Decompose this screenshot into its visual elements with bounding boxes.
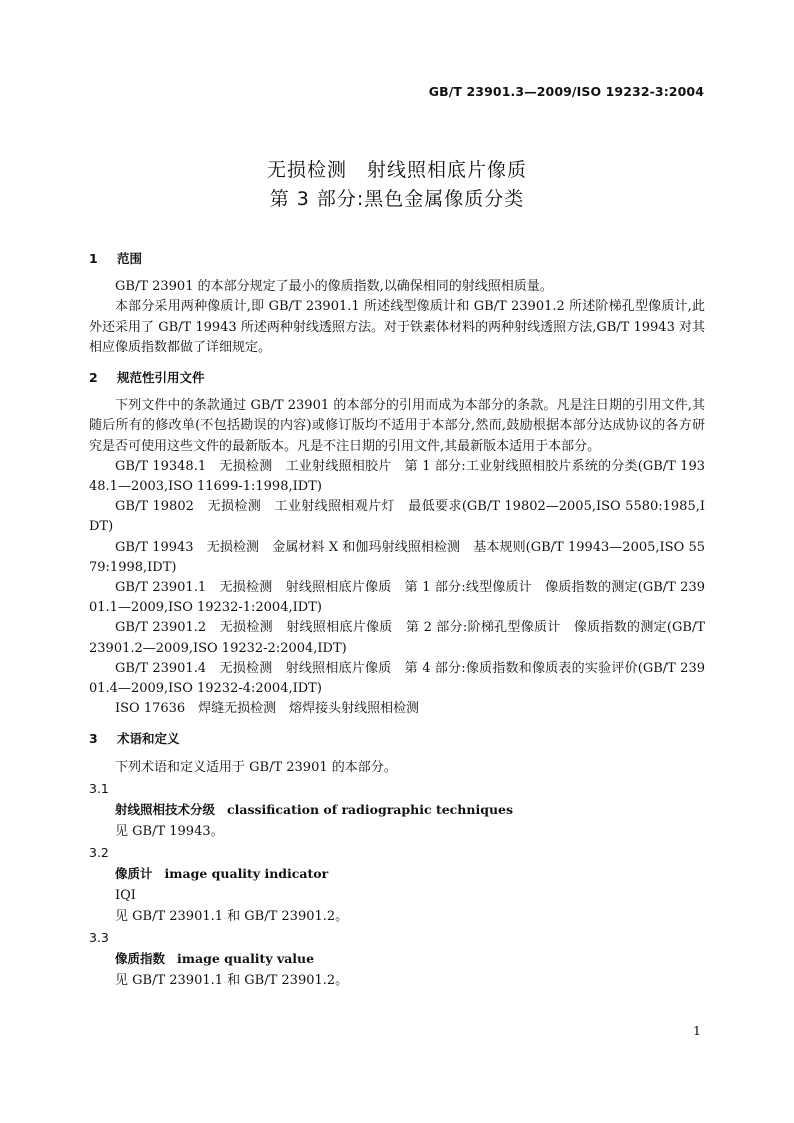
section-title: 规范性引用文件 — [117, 370, 205, 386]
term-definition: 见 GB/T 23901.1 和 GB/T 23901.2。 — [115, 972, 349, 988]
reference-item: GB/T 23901.4 无损检测 射线照相底片像质 第 4 部分:像质指数和像质表的实验评价(GB/T 23901.4—2009,ISO 19232-4:2004,IDT) — [89, 660, 705, 697]
reference-item: GB/T 23901.2 无损检测 射线照相底片像质 第 2 部分:阶梯孔型像质计 像质指数的测定(GB/T 23901.2—2009,ISO 19232-2:2004,IDT) — [89, 620, 705, 656]
term-number: 3.1 — [89, 780, 109, 796]
document-body — [89, 247, 705, 991]
reference-item: ISO 17636 焊缝无损检测 熔焊接头射线照相检测 — [115, 701, 420, 717]
term-chinese: 像质指数 — [115, 950, 166, 966]
document-title-line2: 第 3 部分:黑色金属像质分类 — [269, 188, 525, 210]
term-definition: 见 GB/T 19943。 — [115, 823, 224, 839]
reference-item: GB/T 19802 无损检测 工业射线照相观片灯 最低要求(GB/T 19802—2005,ISO 5580:1985,IDT) — [89, 499, 705, 535]
standard-code: GB/T 23901.3—2009/ISO 19232-3:2004 — [428, 84, 704, 99]
paragraph: 下列文件中的条款通过 GB/T 23901 的本部分的引用而成为本部分的条款。凡是注日期的引用文件,其随后所有的修改单(不包括勘误的内容)或修订版均不适用于本部分,然而,鼓励根据本部分达成协议的各方研究是否可使用这些文件的最新版本。凡是不注日期的引用文件,其最新版本适用于本部分。 — [89, 398, 705, 454]
term-english: image quality value — [177, 950, 315, 966]
term-definition: 见 GB/T 23901.1 和 GB/T 23901.2。 — [115, 908, 349, 924]
paragraph: 本部分采用两种像质计,即 GB/T 23901.1 所述线型像质计和 GB/T 23901.2 所述阶梯孔型像质计,此外还采用了 GB/T 19943 所述两种射线透照方法。对于铁素体材料的两种射线透照方法,GB/T 19943 对其相应像质指数都做了详细规定。 — [89, 299, 705, 355]
section-title: 术语和定义 — [117, 731, 180, 747]
term-english: classification of radiographic techniques — [227, 801, 514, 817]
term-chinese: 射线照相技术分级 — [115, 801, 216, 817]
page-number: 1 — [693, 1023, 701, 1038]
section-number: 3 — [89, 731, 98, 747]
section-2-heading — [89, 368, 705, 388]
section-number: 1 — [89, 251, 98, 266]
section-1-heading — [89, 249, 705, 269]
reference-item: GB/T 19348.1 无损检测 工业射线照相胶片 第 1 部分:工业射线照相胶片系统的分类(GB/T 19348.1—2003,ISO 11699-1:1998,IDT) — [89, 458, 705, 495]
section-title: 范围 — [117, 251, 143, 266]
document-title-line1: 无损检测 射线照相底片像质 — [266, 159, 527, 181]
term-number: 3.3 — [89, 929, 109, 945]
reference-item: GB/T 23901.1 无损检测 射线照相底片像质 第 1 部分:线型像质计 像质指数的测定(GB/T 23901.1—2009,ISO 19232-1:2004,IDT) — [89, 580, 705, 616]
term-abbreviation: IQI — [115, 887, 136, 903]
term-entry — [89, 863, 705, 885]
section-3-heading — [89, 729, 705, 749]
paragraph: 下列术语和定义适用于 GB/T 23901 的本部分。 — [115, 759, 397, 775]
term-chinese: 像质计 — [115, 865, 153, 881]
term-entry — [89, 799, 705, 821]
paragraph: GB/T 23901 的本部分规定了最小的像质指数,以确保相同的射线照相质量。 — [115, 279, 553, 295]
section-number: 2 — [89, 370, 98, 386]
term-entry — [89, 948, 705, 970]
reference-item: GB/T 19943 无损检测 金属材料 X 和伽玛射线照相检测 基本规则(GB/T 19943—2005,ISO 5579:1998,IDT) — [89, 539, 705, 575]
term-number: 3.2 — [89, 844, 109, 860]
term-english: image quality indicator — [164, 865, 329, 881]
